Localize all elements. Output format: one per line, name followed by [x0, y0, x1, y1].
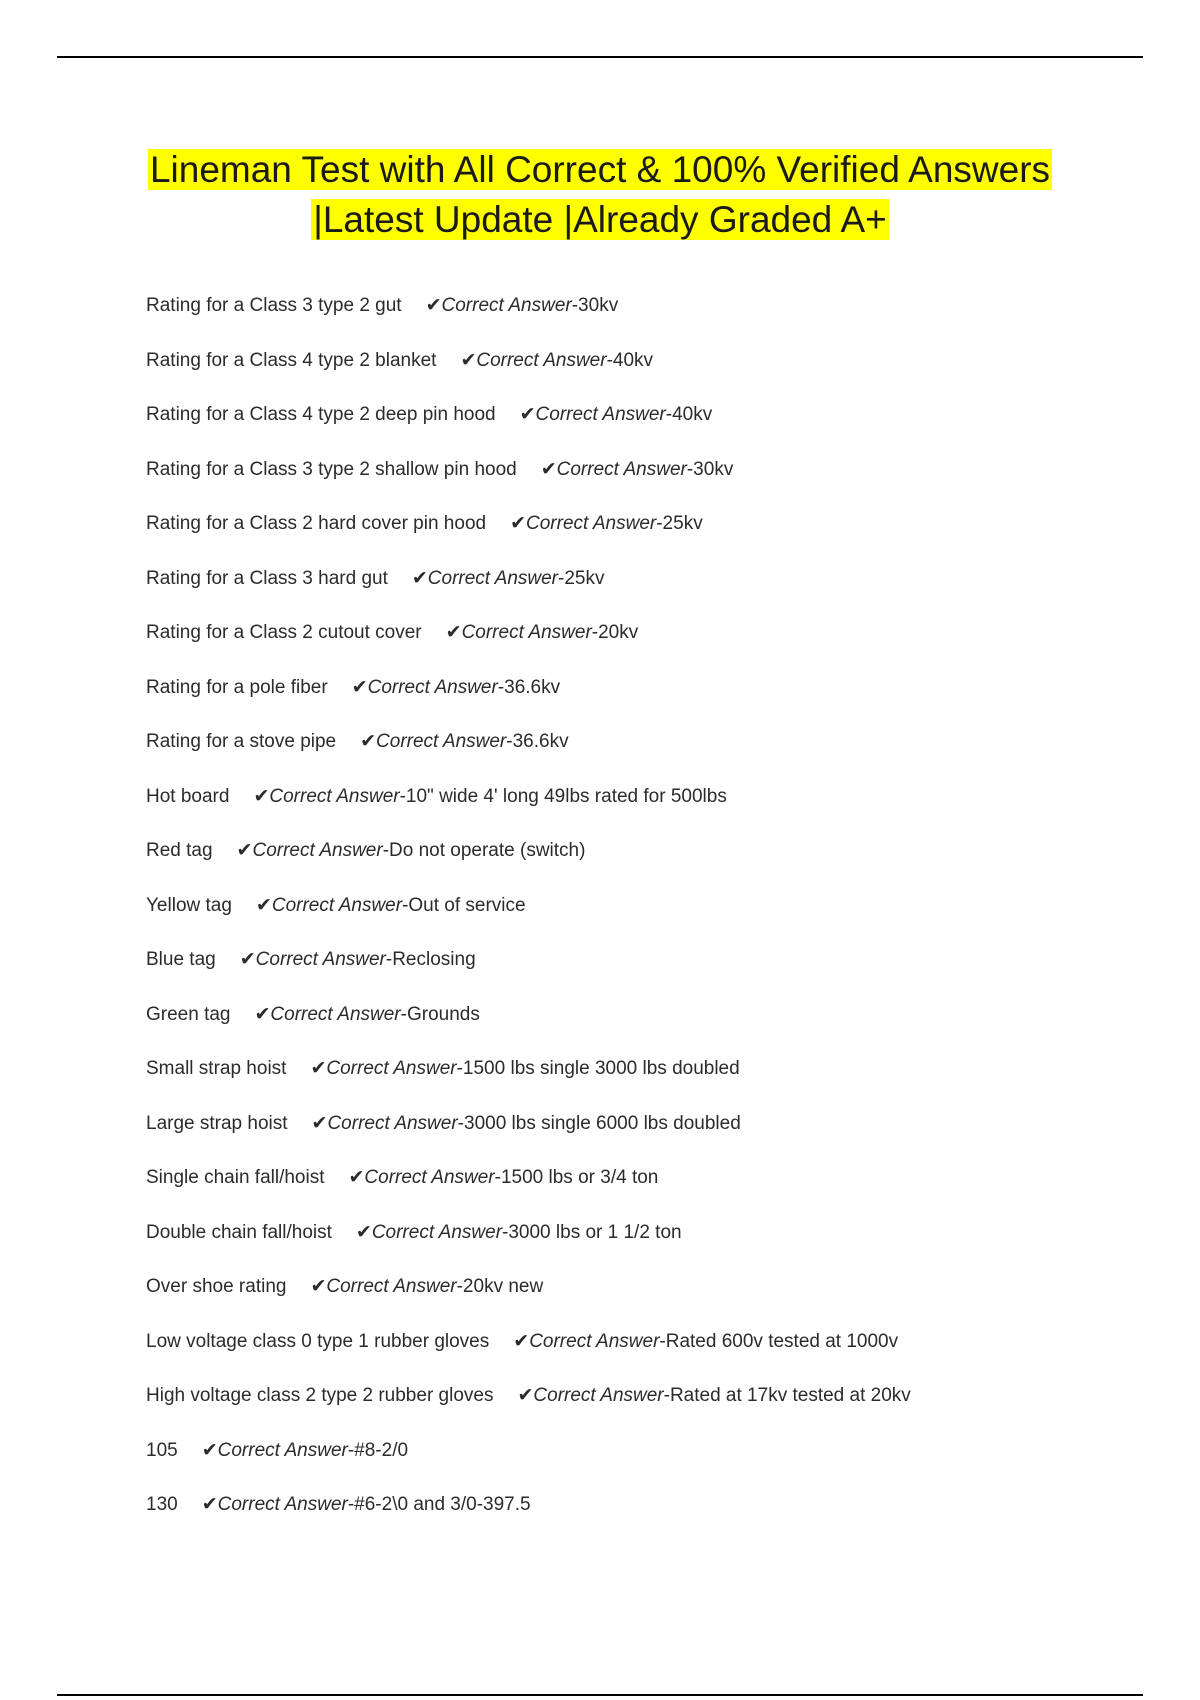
footer-rule	[57, 1694, 1143, 1696]
answer-label: Correct Answer	[327, 1112, 458, 1134]
qa-item	[146, 1106, 1146, 1161]
answer-text: -30kv	[571, 295, 619, 316]
answer-text: -40kv	[665, 404, 713, 425]
checkmark-icon: ✔	[460, 349, 477, 371]
question-text: Rating for a Class 3 type 2 shallow pin hood	[146, 458, 517, 480]
question-answer-list	[146, 288, 1146, 1542]
answer-text: -1500 lbs or 3/4 ton	[494, 1167, 659, 1188]
qa-item	[146, 452, 1146, 507]
question-text: Small strap hoist	[146, 1058, 287, 1079]
checkmark-icon: ✔	[517, 1385, 534, 1406]
question-text: Rating for a Class 3 type 2 gut	[146, 295, 402, 316]
answer-text: -3000 lbs or 1 1/2 ton	[502, 1221, 682, 1243]
answer-text: -Reclosing	[385, 949, 476, 970]
answer-text: -Rated 600v tested at 1000v	[659, 1330, 899, 1352]
qa-item	[146, 997, 1146, 1052]
answer-label: Correct Answer	[252, 840, 383, 861]
qa-item	[146, 397, 1146, 452]
answer-text: -#8-2/0	[347, 1439, 409, 1461]
qa-item	[146, 1269, 1146, 1324]
checkmark-icon: ✔	[254, 1003, 271, 1025]
qa-item	[146, 833, 1146, 888]
qa-item	[146, 1378, 1146, 1433]
answer-label: Correct Answer	[326, 1058, 457, 1079]
answer-text: -10" wide 4' long 49lbs rated for 500lbs	[399, 785, 727, 807]
answer-text: -Rated at 17kv tested at 20kv	[663, 1385, 911, 1406]
title-line-2: |Latest Update |Already Graded A+	[313, 199, 887, 240]
checkmark-icon: ✔	[445, 622, 462, 643]
answer-text: -25kv	[558, 567, 605, 589]
answer-label: Correct Answer	[535, 404, 666, 425]
checkmark-icon: ✔	[255, 894, 272, 916]
checkmark-icon: ✔	[201, 1439, 218, 1461]
answer-text: -1500 lbs single 3000 lbs doubled	[456, 1058, 740, 1079]
checkmark-icon: ✔	[311, 1112, 328, 1134]
checkmark-icon: ✔	[201, 1494, 218, 1515]
answer-label: Correct Answer	[461, 622, 592, 643]
checkmark-icon: ✔	[253, 785, 270, 807]
answer-label: Correct Answer	[269, 785, 400, 807]
question-text: Rating for a Class 4 type 2 deep pin hood	[146, 404, 496, 425]
answer-text: -20kv	[591, 622, 639, 643]
qa-item	[146, 670, 1146, 725]
answer-label: Correct Answer	[529, 1330, 660, 1352]
checkmark-icon: ✔	[239, 949, 256, 970]
answer-label: Correct Answer	[255, 949, 386, 970]
checkmark-icon: ✔	[425, 295, 442, 316]
checkmark-icon: ✔	[513, 1330, 530, 1352]
qa-item	[146, 1487, 1146, 1542]
qa-item	[146, 1215, 1146, 1270]
question-text: 130	[146, 1494, 178, 1515]
answer-label: Correct Answer	[367, 676, 498, 698]
qa-item	[146, 1324, 1146, 1379]
question-text: Low voltage class 0 type 1 rubber gloves	[146, 1330, 490, 1352]
answer-label: Correct Answer	[217, 1439, 348, 1461]
answer-label: Correct Answer	[476, 349, 607, 371]
answer-label: Correct Answer	[556, 458, 687, 480]
qa-item	[146, 561, 1146, 616]
question-text: Rating for a stove pipe	[146, 731, 337, 752]
checkmark-icon: ✔	[236, 840, 253, 861]
question-text: Red tag	[146, 840, 213, 861]
checkmark-icon: ✔	[348, 1167, 365, 1188]
question-text: Rating for a pole fiber	[146, 676, 328, 698]
answer-text: -30kv	[686, 458, 734, 480]
qa-item	[146, 1433, 1146, 1488]
answer-text: -20kv new	[456, 1276, 544, 1297]
checkmark-icon: ✔	[360, 731, 377, 752]
qa-item	[146, 1160, 1146, 1215]
question-text: 105	[146, 1439, 178, 1461]
question-text: Yellow tag	[146, 894, 232, 916]
answer-label: Correct Answer	[427, 567, 558, 589]
question-text: Large strap hoist	[146, 1112, 288, 1134]
question-text: Blue tag	[146, 949, 216, 970]
header-rule	[57, 56, 1143, 58]
qa-item	[146, 343, 1146, 398]
question-text: Hot board	[146, 785, 230, 807]
checkmark-icon: ✔	[411, 567, 428, 589]
question-text: Green tag	[146, 1003, 231, 1025]
answer-label: Correct Answer	[526, 513, 657, 534]
question-text: High voltage class 2 type 2 rubber gloves	[146, 1385, 494, 1406]
checkmark-icon: ✔	[310, 1058, 327, 1079]
checkmark-icon: ✔	[540, 458, 557, 480]
answer-text: -36.6kv	[506, 731, 569, 752]
question-text: Rating for a Class 2 cutout cover	[146, 622, 422, 643]
answer-text: -40kv	[606, 349, 654, 371]
answer-text: -3000 lbs single 6000 lbs doubled	[457, 1112, 741, 1134]
answer-label: Correct Answer	[326, 1276, 457, 1297]
qa-item	[146, 888, 1146, 943]
answer-label: Correct Answer	[270, 1003, 401, 1025]
checkmark-icon: ✔	[310, 1276, 327, 1297]
qa-item	[146, 615, 1146, 670]
answer-text: -Do not operate (switch)	[382, 840, 586, 861]
qa-item	[146, 779, 1146, 834]
answer-text: -36.6kv	[497, 676, 561, 698]
checkmark-icon: ✔	[510, 513, 527, 534]
answer-label: Correct Answer	[533, 1385, 664, 1406]
document-title	[100, 145, 1100, 245]
answer-text: -25kv	[656, 513, 703, 534]
checkmark-icon: ✔	[351, 676, 368, 698]
answer-label: Correct Answer	[217, 1494, 348, 1515]
answer-label: Correct Answer	[364, 1167, 495, 1188]
title-line-1: Lineman Test with All Correct & 100% Verified Answers	[149, 149, 1051, 190]
question-text: Double chain fall/hoist	[146, 1221, 332, 1243]
qa-item	[146, 288, 1146, 343]
qa-item	[146, 506, 1146, 561]
checkmark-icon: ✔	[519, 404, 536, 425]
qa-item	[146, 724, 1146, 779]
answer-label: Correct Answer	[441, 295, 572, 316]
qa-item	[146, 942, 1146, 997]
answer-label: Correct Answer	[371, 1221, 503, 1243]
qa-item	[146, 1051, 1146, 1106]
answer-text: -Grounds	[400, 1003, 480, 1025]
answer-text: -#6-2\0 and 3/0-397.5	[347, 1494, 531, 1515]
question-text: Rating for a Class 2 hard cover pin hood	[146, 513, 487, 534]
question-text: Rating for a Class 3 hard gut	[146, 567, 388, 589]
answer-text: -Out of service	[402, 894, 526, 916]
question-text: Rating for a Class 4 type 2 blanket	[146, 349, 437, 371]
question-text: Single chain fall/hoist	[146, 1167, 325, 1188]
checkmark-icon: ✔	[355, 1221, 372, 1243]
answer-label: Correct Answer	[271, 894, 403, 916]
question-text: Over shoe rating	[146, 1276, 287, 1297]
answer-label: Correct Answer	[376, 731, 507, 752]
